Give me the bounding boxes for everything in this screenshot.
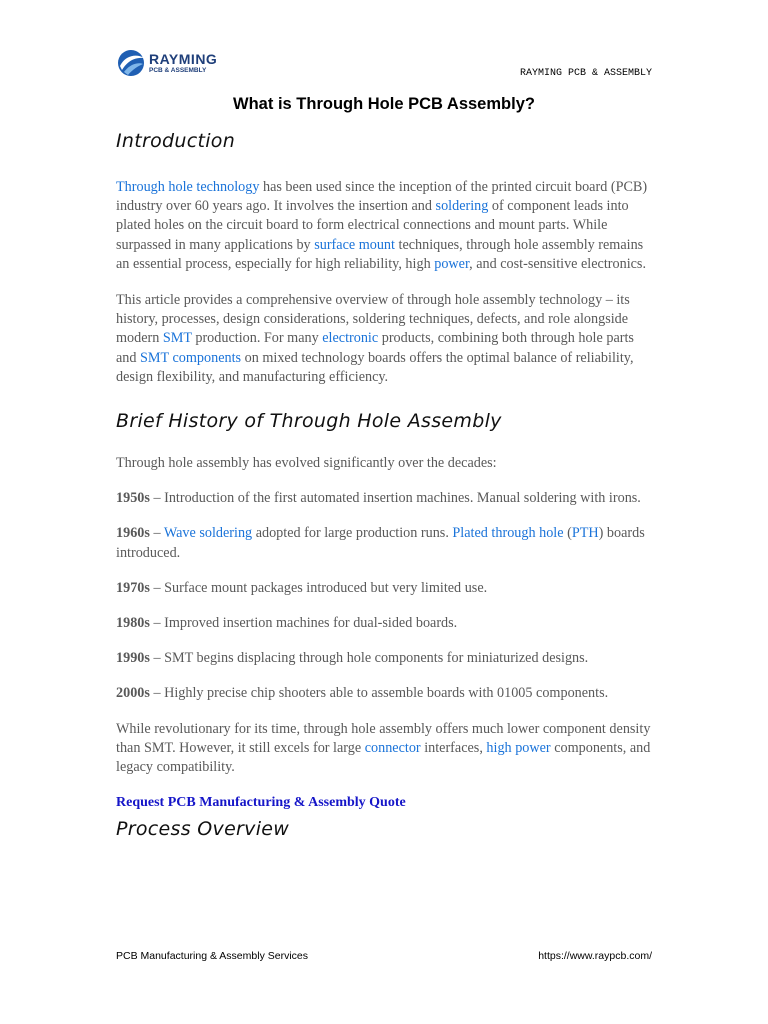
logo-subtitle: PCB & ASSEMBLY xyxy=(149,66,207,74)
link-smt[interactable]: SMT xyxy=(162,330,192,347)
page-title: What is Through Hole PCB Assembly? xyxy=(233,95,535,113)
link-plated-through-hole[interactable]: Plated through hole xyxy=(452,525,564,542)
history-item-1970s: 1970s – Surface mount packages introduced but very limited use. xyxy=(116,579,488,596)
page-header xyxy=(116,48,652,84)
link-connector[interactable]: connector xyxy=(364,739,421,756)
history-item-1980s: 1980s – Improved insertion machines for dual-sided boards. xyxy=(116,615,458,632)
history-item-1960s: 1960s – Wave soldering adopted for large production runs. Plated through hole (PTH) boards introduced. xyxy=(116,525,645,561)
intro-paragraph-2: This article provides a comprehensive overview of through hole assembly technology – its history, processes, design considerations, soldering techniques, defects, and role alongside modern SMT production. For many electronic products, combining both through hole parts and SMT components on mixed technology boards offers the optimal balance of reliability, design flexibility, and manufacturing efficiency. xyxy=(116,292,634,385)
intro-heading: Introduction xyxy=(116,130,236,152)
link-power[interactable]: power xyxy=(434,255,470,272)
article-body xyxy=(116,130,656,840)
link-soldering[interactable]: soldering xyxy=(435,198,489,215)
header-company-name: RAYMING PCB & ASSEMBLY xyxy=(519,68,652,79)
history-item-1990s: 1990s – SMT begins displacing through hole components for miniaturized designs. xyxy=(116,650,589,667)
intro-paragraph-1: Through hole technology has been used since the inception of the printed circuit board (PCB) industry over 60 years ago. It involves the insertion and soldering of component leads into plated holes on the circuit board to form electrical connections and mount parts. While surpassed in many applications by surface mount techniques, through hole assembly remains an essential process, especially for high reliability, high power, and cost-sensitive electronics. xyxy=(116,179,648,272)
history-closing-paragraph: While revolutionary for its time, through hole assembly offers much lower component density than SMT. However, it still excels for large connector interfaces, high power components, and legacy compatibility. xyxy=(116,720,651,776)
request-quote-link[interactable]: Request PCB Manufacturing & Assembly Quote xyxy=(116,795,406,811)
history-item-1950s: 1950s – Introduction of the first automated insertion machines. Manual soldering with irons. xyxy=(116,490,641,507)
footer-url[interactable]: https://www.raypcb.com/ xyxy=(538,950,652,962)
link-smt-components[interactable]: SMT components xyxy=(140,349,242,366)
history-lead: Through hole assembly has evolved significantly over the decades: xyxy=(116,455,497,472)
link-through-hole-technology[interactable]: Through hole technology xyxy=(116,179,260,195)
link-high-power[interactable]: high power xyxy=(486,739,551,756)
footer-left-text: PCB Manufacturing & Assembly Services xyxy=(116,950,308,962)
link-electronic[interactable]: electronic xyxy=(322,330,379,347)
link-pth[interactable]: PTH xyxy=(571,525,599,542)
link-surface-mount[interactable]: surface mount xyxy=(314,236,395,253)
rayming-logo-icon xyxy=(116,48,146,78)
history-heading: Brief History of Through Hole Assembly xyxy=(116,410,502,433)
rayming-logo[interactable] xyxy=(116,48,217,78)
link-wave-soldering[interactable]: Wave soldering xyxy=(163,525,253,542)
logo-name: RAYMING xyxy=(149,50,218,67)
history-item-2000s: 2000s – Highly precise chip shooters able to assemble boards with 01005 components. xyxy=(116,685,609,702)
process-heading: Process Overview xyxy=(116,818,290,841)
page-footer xyxy=(116,950,652,962)
